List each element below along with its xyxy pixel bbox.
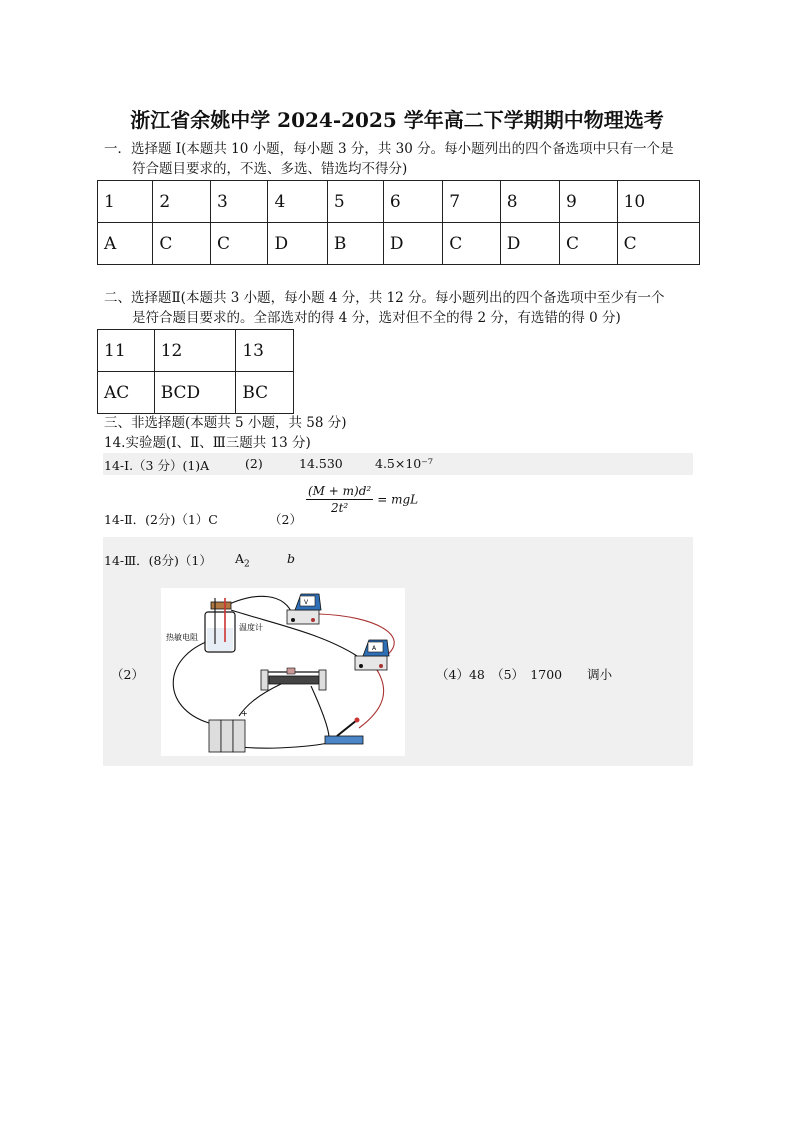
section2-answer-table xyxy=(97,329,294,414)
question-number: 12 xyxy=(154,330,236,372)
question-number: 13 xyxy=(236,330,294,372)
answer-cell: C xyxy=(617,223,699,265)
q14-2-label: 14-Ⅱ．(2分)（1）C xyxy=(104,512,218,527)
q14-1-value2: 4.5×10⁻⁷ xyxy=(375,456,433,471)
section1-number-row xyxy=(98,181,700,223)
rheostat-slider xyxy=(287,668,295,674)
question-number: 3 xyxy=(210,181,268,223)
q14-3-answers: （4）48 （5） 1700 调小 xyxy=(436,667,613,682)
section1-answer-table xyxy=(97,180,700,265)
q14-1-part2: (2) xyxy=(245,456,263,471)
q14-2-part2: （2） xyxy=(269,512,302,527)
thermometer-label: 温度计 xyxy=(239,623,263,632)
circuit-diagram-svg xyxy=(161,588,405,756)
answer-cell: D xyxy=(500,223,559,265)
q14-2-formula xyxy=(306,484,418,515)
formula-fraction xyxy=(306,484,373,515)
battery-cell xyxy=(233,720,245,752)
ammeter-subscript: 2 xyxy=(244,559,250,570)
question-number: 1 xyxy=(98,181,153,223)
section2-answer-row xyxy=(98,372,294,414)
answer-cell: BC xyxy=(236,372,294,414)
question-number: 7 xyxy=(443,181,501,223)
battery-plus-mark: + xyxy=(241,709,248,718)
ammeter-label: A xyxy=(372,645,377,652)
formula-numerator: (M + m)d² xyxy=(308,484,372,498)
wire xyxy=(359,664,384,728)
ammeter-base xyxy=(355,656,387,670)
q14-1-label: 14-I.（3 分）(1)A xyxy=(104,458,210,473)
switch-lever xyxy=(337,720,357,736)
battery-cell xyxy=(209,720,221,752)
question-number: 9 xyxy=(560,181,618,223)
answer-cell: D xyxy=(268,223,327,265)
beaker-stopper xyxy=(211,602,231,609)
wire xyxy=(231,743,329,748)
formula-denominator: 2t² xyxy=(330,501,349,515)
thermistor-label: 热敏电阻 xyxy=(166,633,198,642)
section2-number-row xyxy=(98,330,294,372)
q14-1-row xyxy=(103,453,693,475)
q14-3-answer-a xyxy=(235,551,250,570)
question-number: 5 xyxy=(327,181,383,223)
section1-heading-line1: 一．选择题 I(本题共 10 小题，每小题 3 分，共 30 分。每小题列出的四个备选项中只有一个是 xyxy=(104,141,674,157)
question-number: 8 xyxy=(500,181,559,223)
question-number: 6 xyxy=(383,181,442,223)
rheostat-end xyxy=(319,670,326,690)
question-number: 10 xyxy=(617,181,699,223)
q14-3-part2: （2） xyxy=(111,667,144,682)
question-number: 11 xyxy=(98,330,155,372)
answer-cell: B xyxy=(327,223,383,265)
q14-1-value1: 14.530 xyxy=(299,456,343,471)
answer-cell: A xyxy=(98,223,153,265)
q14-3-label: 14-Ⅲ．(8分)（1） xyxy=(104,553,212,568)
formula-rhs: = mgL xyxy=(377,492,419,507)
q14-3-block xyxy=(103,537,693,766)
wire xyxy=(311,686,329,738)
switch-base xyxy=(325,736,363,744)
q14-2-row xyxy=(103,482,693,532)
rheostat-end xyxy=(261,670,268,690)
section1-answer-row xyxy=(98,223,700,265)
ammeter-terminal xyxy=(379,664,383,668)
beaker-water xyxy=(207,628,233,651)
section2-heading xyxy=(104,288,704,328)
wire xyxy=(173,640,211,723)
question-number: 4 xyxy=(268,181,327,223)
section3-subheading: 14.实验题(I、Ⅱ、Ⅲ三题共 13 分) xyxy=(104,435,311,451)
answer-cell: C xyxy=(153,223,211,265)
rheostat-coil xyxy=(269,676,319,684)
answer-cell: BCD xyxy=(154,372,236,414)
page-title: 浙江省余姚中学 2024-2025 学年高二下学期期中物理选考 xyxy=(130,108,664,132)
answer-cell: C xyxy=(443,223,501,265)
battery-cell xyxy=(221,720,233,752)
voltmeter-terminal xyxy=(291,618,295,622)
voltmeter-label: V xyxy=(304,599,309,606)
section2-heading-line2: 是符合题目要求的。全部选对的得 4 分，选对但不全的得 2 分，有选错的得 0 分) xyxy=(132,310,621,326)
section1-heading-line2: 符合题目要求的，不选、多选、错选均不得分) xyxy=(132,161,408,177)
answer-cell: AC xyxy=(98,372,155,414)
ammeter-symbol: A xyxy=(235,551,245,566)
voltmeter-terminal xyxy=(311,618,315,622)
voltmeter-base xyxy=(287,610,319,624)
section2-heading-line1: 二、选择题Ⅱ(本题共 3 小题，每小题 4 分，共 12 分。每小题列出的四个备选项中至少有一个 xyxy=(104,290,665,306)
section3-heading: 三、非选择题(本题共 5 小题，共 58 分) xyxy=(104,415,347,431)
circuit-diagram xyxy=(161,588,405,756)
answer-cell: C xyxy=(210,223,268,265)
answer-cell: C xyxy=(560,223,618,265)
question-number: 2 xyxy=(153,181,211,223)
switch-handle xyxy=(355,718,360,723)
answer-cell: D xyxy=(383,223,442,265)
ammeter-terminal xyxy=(359,664,363,668)
section1-heading xyxy=(104,139,704,179)
q14-3-answer-b: b xyxy=(287,551,296,566)
